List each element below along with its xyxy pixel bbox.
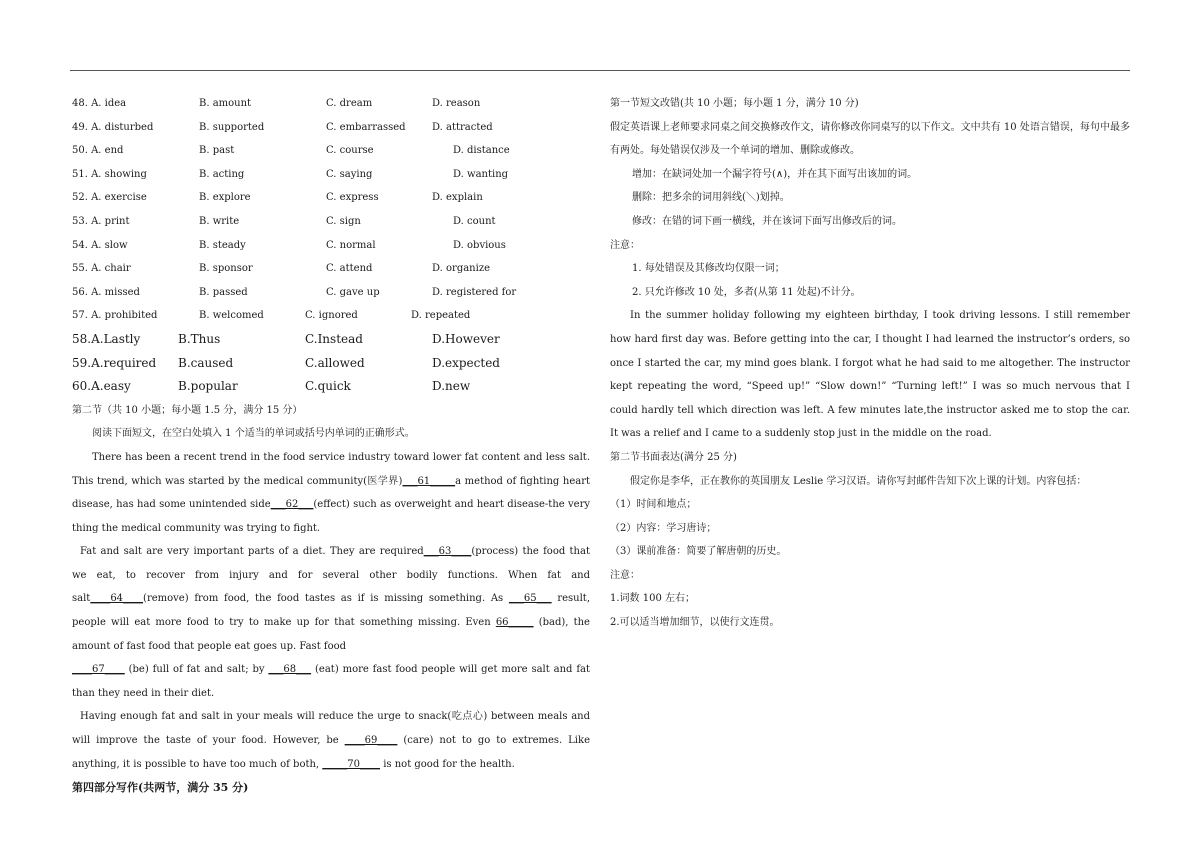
option-d: D. wanting — [453, 168, 509, 180]
blank-65: ___65___ — [508, 593, 552, 605]
option-a: 60.A.easy — [72, 379, 131, 394]
section2-instruction: 阅读下面短文，在空白处填入 1 个适当的单词或括号内单词的正确形式。 — [92, 428, 415, 440]
option-row — [72, 186, 590, 210]
text: Having enough fat and salt in your meals will reduce the urge to snack(吃点心) between meals and will improve the taste of your food. However, be — [72, 711, 590, 747]
option-b: B.caused — [178, 355, 234, 370]
note-2: 2. 只允许修改 10 处，多者(从第 11 处起)不计分。 — [632, 286, 861, 298]
option-b: B. sponsor — [199, 263, 253, 275]
option-b: B.popular — [178, 379, 238, 394]
option-c: C. express — [326, 192, 379, 204]
text: (bad), the amount of fast food that people eat goes up. Fast food — [72, 617, 590, 652]
option-a: 53. A. print — [72, 215, 130, 227]
option-b: B. welcomed — [199, 310, 264, 322]
rule-modify: 修改：在错的词下画一横线，并在该词下面写出修改后的词。 — [632, 215, 902, 227]
rule-add: 增加：在缺词处加一个漏字符号(∧)，并在其下面写出该加的词。 — [632, 168, 918, 180]
option-b: B. write — [199, 215, 240, 227]
text: (process) the food that we eat, to recover from injury and for several other bodily functions. When fat and salt — [72, 546, 590, 605]
option-c: C. sign — [326, 215, 361, 227]
blank-62: ___62___ — [270, 499, 314, 511]
text: result, people will eat more food to try to make up for that something missing. Even — [72, 593, 590, 629]
text: (eat) more fast food people will get more salt and fat than they need in their diet. — [72, 664, 591, 699]
option-row — [72, 210, 590, 234]
option-a: 51. A. showing — [72, 168, 147, 180]
blank-61: ___61_____ — [402, 475, 456, 487]
section2w-intro: 假定你是李华，正在教你的英国朋友 Leslie 学习汉语。请你写封邮件告知下次上课的计划。内容包括： — [630, 475, 1087, 487]
writing-note-label: 注意： — [610, 569, 640, 581]
blank-70: _____70____ — [322, 758, 381, 770]
option-d: D. repeated — [411, 310, 471, 322]
section1-heading: 第一节短文改错(共 10 小题；每小题 1 分，满分 10 分) — [610, 98, 859, 109]
text: (be) full of fat and salt; by — [128, 664, 265, 676]
blank-67: ____67____ — [72, 664, 125, 676]
error-correction-passage: In the summer holiday following my eighteen birthday, I took driving lessons. I still remember how hard first day was. Before getting into the car, I thought I had learned the instructor’s orders, so once I started the car, my mind goes blank. I forgot what he had said to me altogether. The instructor kept repeating the word, “Speed up!” “Slow down!” “Turning left!” I was so much nervous that I could hardly tell which direction was left. A few minutes late,the instructor asked me to stop the car. It was a relief and I came to a suddenly stop just in the middle on the road. — [610, 310, 1130, 440]
blank-68: ___68___ — [268, 664, 312, 676]
option-d: D. attracted — [432, 121, 493, 133]
options-list — [72, 92, 590, 399]
part4-heading: 第四部分写作(共两节，满分 35 分) — [72, 781, 249, 795]
option-b: B. steady — [199, 239, 246, 251]
writing-note-2: 2.可以适当增加细节，以使行文连贯。 — [610, 617, 780, 629]
header-rule — [70, 70, 1130, 71]
option-row — [72, 352, 590, 376]
left-column — [72, 92, 590, 800]
option-row — [72, 92, 590, 116]
option-a: 55. A. chair — [72, 263, 131, 275]
option-c: C. saying — [326, 168, 373, 180]
option-c: C. dream — [326, 98, 373, 109]
content-item-1: （1）时间和地点； — [610, 499, 697, 511]
option-row — [72, 234, 590, 258]
passage-paragraph-3 — [72, 658, 590, 705]
option-a: 58.A.Lastly — [72, 331, 141, 346]
option-b: B. past — [199, 145, 235, 157]
option-d: D. explain — [432, 192, 483, 204]
writing-note-1: 1.词数 100 左右； — [610, 593, 695, 605]
blank-69: ____69____ — [344, 735, 398, 747]
section2-heading: 第二节（共 10 小题；每小题 1.5 分，满分 15 分） — [72, 404, 303, 416]
option-a: 48. A. idea — [72, 98, 127, 109]
option-c: C.quick — [305, 379, 351, 394]
passage-paragraph-1 — [72, 446, 590, 540]
option-row — [72, 163, 590, 187]
option-a: 59.A.required — [72, 355, 157, 370]
option-a: 50. A. end — [72, 145, 124, 157]
option-a: 57. A. prohibited — [72, 310, 158, 322]
option-d: D. reason — [432, 98, 481, 109]
option-b: B. acting — [199, 168, 245, 180]
section1-intro: 假定英语课上老师要求同桌之间交换修改作文，请你修改你同桌写的以下作文。文中共有 10 处语言错误，每句中最多有两处。每处错误仅涉及一个单词的增加、删除或修改。 — [610, 121, 1130, 157]
option-a: 54. A. slow — [72, 239, 128, 251]
option-c: C. attend — [326, 263, 373, 275]
option-c: C. ignored — [305, 310, 358, 322]
option-b: B. passed — [199, 286, 248, 298]
option-c: C. normal — [326, 239, 376, 251]
option-c: C.Instead — [305, 331, 363, 346]
option-d: D. organize — [432, 263, 491, 275]
option-a: 56. A. missed — [72, 286, 140, 298]
text: Fat and salt are very important parts of a diet. They are required — [80, 546, 424, 558]
option-c: C. embarrassed — [326, 121, 406, 133]
passage-paragraph-4 — [72, 705, 590, 776]
option-d: D. distance — [453, 145, 510, 157]
option-row — [72, 257, 590, 281]
option-b: B.Thus — [178, 331, 221, 346]
option-row — [72, 304, 590, 328]
option-b: B. amount — [199, 98, 252, 109]
option-row — [72, 116, 590, 140]
text: There has been a recent trend in the food service industry toward lower fat content and less salt. This trend, which was started by the medical community(医学界) — [72, 451, 590, 487]
option-d: D. count — [453, 215, 496, 227]
text: (care) not to go to extremes. Like anything, it is possible to have too much of both, — [72, 735, 590, 770]
passage-paragraph-2 — [72, 540, 590, 658]
option-d: D.new — [432, 379, 471, 394]
section2w-heading: 第二节书面表达(满分 25 分) — [610, 451, 737, 463]
right-column — [610, 92, 1130, 635]
option-d: D. obvious — [453, 239, 506, 251]
text: (effect) such as overweight and heart disease-the very thing the medical community was trying to fight. — [72, 499, 591, 534]
blank-66: 66_____ — [495, 617, 534, 629]
option-row — [72, 328, 590, 352]
content-item-2: （2）内容：学习唐诗； — [610, 522, 717, 534]
note-1: 1. 每处错误及其修改均仅限一词； — [632, 263, 785, 275]
note-label: 注意： — [610, 239, 640, 251]
option-row — [72, 281, 590, 305]
option-c: C.allowed — [305, 355, 365, 370]
option-a: 49. A. disturbed — [72, 121, 154, 133]
text: is not good for the health. — [383, 758, 515, 770]
option-c: C. gave up — [326, 286, 380, 298]
option-a: 52. A. exercise — [72, 192, 147, 204]
option-b: B. explore — [199, 192, 251, 204]
option-b: B. supported — [199, 121, 265, 133]
text: a method of fighting heart disease, has had some unintended side — [72, 475, 590, 511]
option-c: C. course — [326, 145, 374, 157]
option-d: D.expected — [432, 355, 500, 370]
option-row — [72, 375, 590, 399]
rule-delete: 删除：把多余的词用斜线(＼)划掉。 — [632, 192, 790, 204]
option-d: D.However — [432, 331, 500, 346]
text: (remove) from food, the food tastes as if is missing something. As — [143, 593, 504, 605]
content-item-3: （3）课前准备：简要了解唐朝的历史。 — [610, 546, 787, 558]
option-d: D. registered for — [432, 286, 517, 298]
blank-64: ____64____ — [90, 593, 144, 605]
blank-63: ___63____ — [423, 546, 472, 558]
option-row — [72, 139, 590, 163]
